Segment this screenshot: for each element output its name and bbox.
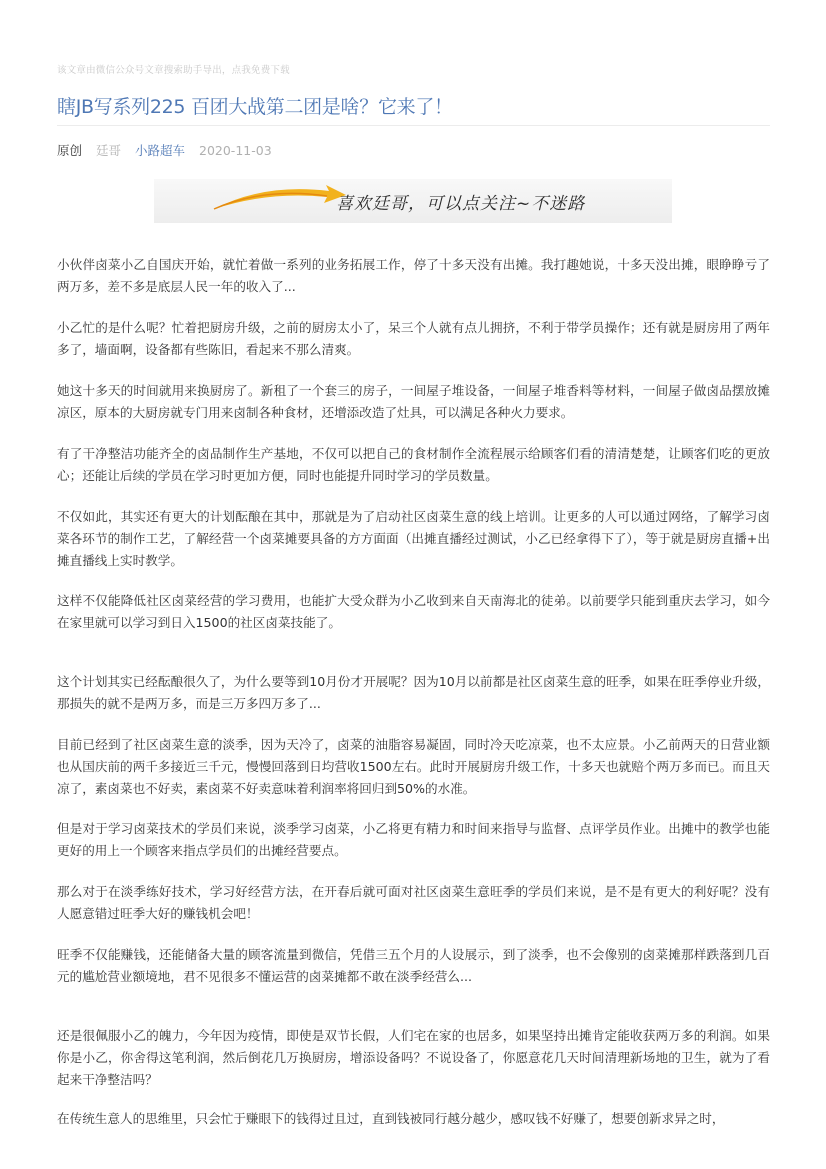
paragraph: 还是很佩服小乙的魄力，今年因为疫情，即使是双节长假，人们宅在家的也居多，如果坚持出摊肯定能收获两万多的利润。如果你是小乙，你舍得这笔利润，然后倒花几万换厨房，增添设备吗？不说设备了，你愿意花几天时间清理新场地的卫生，就为了看起来干净整洁吗？ bbox=[57, 1028, 770, 1087]
paragraph: 不仅如此，其实还有更大的计划酝酿在其中，那就是为了启动社区卤菜生意的线上培训。让更多的人可以通过网络，了解学习卤菜各环节的制作工艺，了解经营一个卤菜摊要具备的方方面面（出摊直播经过测试，小乙已经拿得下了），等于就是厨房直播+出摊直播线上实时教学。 bbox=[57, 509, 770, 568]
publish-date: 2020-11-03 bbox=[199, 143, 272, 158]
article-meta bbox=[57, 141, 282, 159]
original-label: 原创 bbox=[57, 143, 83, 158]
paragraph: 旺季不仅能赚钱，还能储备大量的顾客流量到微信，凭借三五个月的人设展示，到了淡季，也不会像别的卤菜摊那样跌落到几百元的尴尬营业额境地，君不见很多不懂运营的卤菜摊都不敢在淡季经营么... bbox=[57, 947, 770, 984]
paragraph: 她这十多天的时间就用来换厨房了。新租了一个套三的房子，一间屋子堆设备，一间屋子堆香料等材料，一间屋子做卤品摆放摊凉区，原本的大厨房就专门用来卤制各种食材，还增添改造了灶具，可以满足各种火力要求。 bbox=[57, 383, 770, 420]
paragraph: 那么对于在淡季练好技术，学习好经营方法，在开春后就可面对社区卤菜生意旺季的学员们来说，是不是有更大的利好呢？没有人愿意错过旺季大好的赚钱机会吧！ bbox=[57, 884, 770, 921]
paragraph: 但是对于学习卤菜技术的学员们来说，淡季学习卤菜，小乙将更有精力和时间来指导与监督、点评学员作业。出摊中的教学也能更好的用上一个顾客来指点学员们的出摊经营要点。 bbox=[57, 821, 770, 858]
banner-text: 喜欢廷哥，可以点关注~不迷路 bbox=[336, 194, 586, 214]
export-notice-link[interactable]: 该文章由微信公众号文章搜索助手导出，点我免费下载 bbox=[57, 65, 290, 76]
author-name: 廷哥 bbox=[96, 143, 122, 158]
article-title: 瞎JB写系列225 百团大战第二团是啥？它来了！ bbox=[57, 96, 453, 118]
title-divider bbox=[57, 125, 770, 126]
follow-banner bbox=[154, 179, 672, 223]
paragraph: 小乙忙的是什么呢？忙着把厨房升级，之前的厨房太小了，呆三个人就有点儿拥挤，不利于带学员操作；还有就是厨房用了两年多了，墙面啊，设备都有些陈旧，看起来不那么清爽。 bbox=[57, 320, 770, 357]
paragraph: 有了干净整洁功能齐全的卤品制作生产基地，不仅可以把自己的食材制作全流程展示给顾客们看的清清楚楚，让顾客们吃的更放心；还能让后续的学员在学习时更加方便，同时也能提升同时学习的学员数量。 bbox=[57, 446, 770, 483]
paragraph: 这个计划其实已经酝酿很久了，为什么要等到10月份才开展呢？因为10月以前都是社区卤菜生意的旺季，如果在旺季停业升级，那损失的就不是两万多，而是三万多四万多了... bbox=[57, 674, 770, 711]
paragraph: 在传统生意人的思维里，只会忙于赚眼下的钱得过且过，直到钱被同行越分越少，感叹钱不好赚了，想要创新求异之时， bbox=[57, 1111, 725, 1126]
paragraph: 小伙伴卤菜小乙自国庆开始，就忙着做一系列的业务拓展工作，停了十多天没有出摊。我打趣她说，十多天没出摊，眼睁睁亏了两万多，差不多是底层人民一年的收入了... bbox=[57, 257, 770, 294]
account-link[interactable]: 小路超车 bbox=[135, 143, 186, 158]
paragraph: 目前已经到了社区卤菜生意的淡季，因为天冷了，卤菜的油脂容易凝固，同时冷天吃凉菜，也不太应景。小乙前两天的日营业额也从国庆前的两千多接近三千元，慢慢回落到日均营收1500左右。此时开展厨房升级工作，十多天也就赔个两万多而已。而且天凉了，素卤菜也不好卖，素卤菜不好卖意味着利润率将回归到50%的水准。 bbox=[57, 737, 770, 796]
paragraph: 这样不仅能降低社区卤菜经营的学习费用，也能扩大受众群为小乙收到来自天南海北的徒弟。以前要学只能到重庆去学习，如今在家里就可以学习到日入1500的社区卤菜技能了。 bbox=[57, 593, 770, 630]
